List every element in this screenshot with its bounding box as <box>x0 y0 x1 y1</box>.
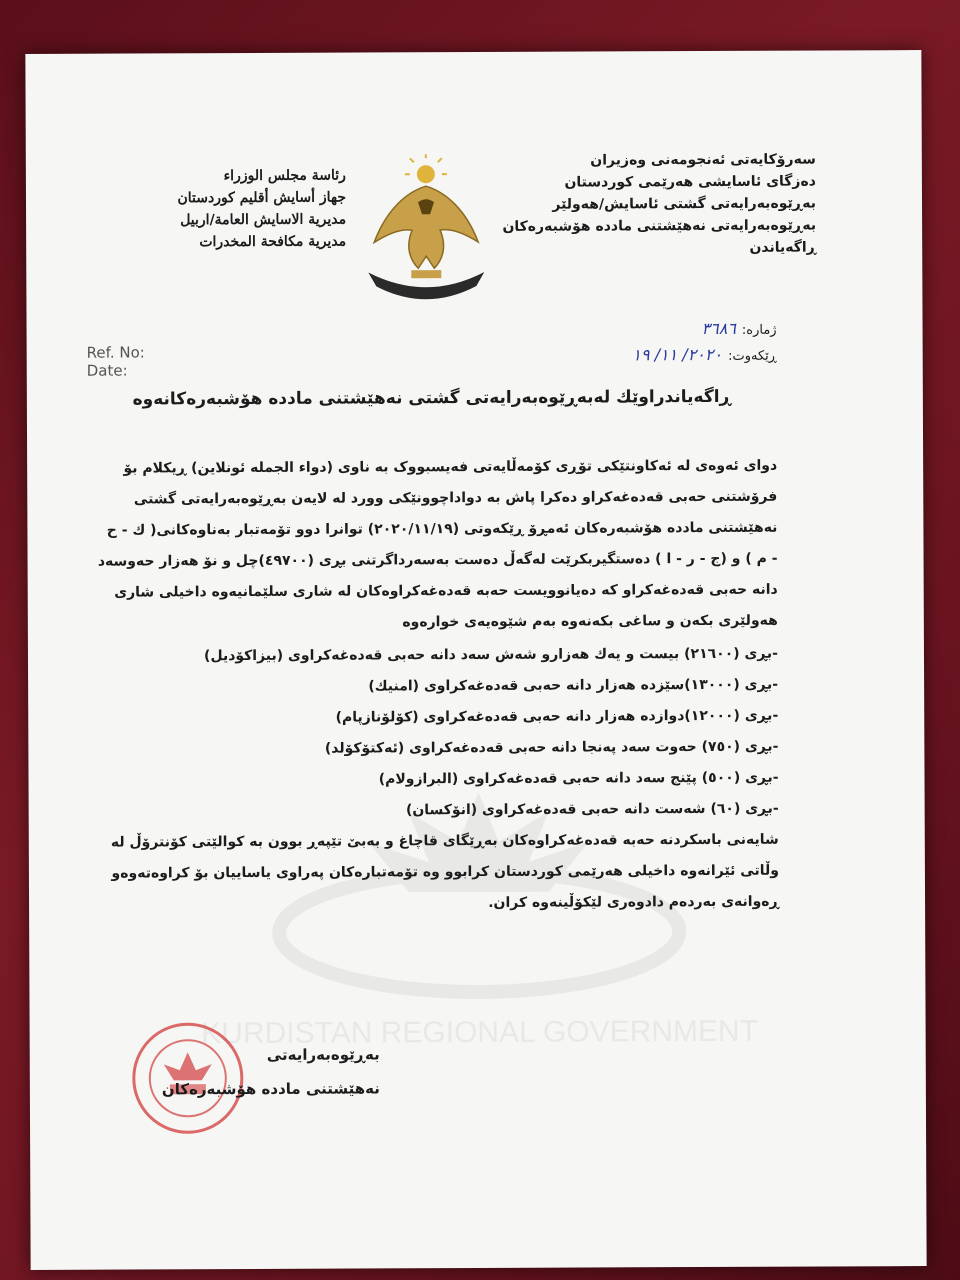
signature-line-2: نەهێشتنی مادده هۆشبەرەکان <box>161 1079 380 1099</box>
header-ku-line-4: بەڕێوەبەرایەتی نەهێشتنی مادده هۆشبەرەکان <box>502 217 817 235</box>
list-item: -بڕی (٦٠) شەست دانە حەبی قەدەغەکراوی (انۆکسان) <box>405 800 779 819</box>
date-value: ٢٠٢٠/ ١١/ ١٩ <box>632 344 723 365</box>
number-label: ژمارە: <box>741 322 777 338</box>
seized-items-list <box>98 639 779 828</box>
date-label: Date: <box>86 361 128 380</box>
document-title: ڕاگەیاندراوێك لەبەڕێوەبەرایەتی گشتی نەهێشتنی مادده هۆشبەرەکانەوە <box>132 386 732 410</box>
header-ar-line-1: رئاسة مجلس الوزراء <box>223 167 346 185</box>
header-arabic <box>86 165 346 254</box>
list-item: -بڕی (٧٥٠) حەوت سەد پەنجا دانە حەبی قەدەغەکراوی (ئەکتۆکۆلد) <box>324 738 779 757</box>
header-ku-line-5: ڕاگەیاندن <box>749 239 817 256</box>
list-item: -بڕی (١٣٠٠٠)سێزدە هەزار دانە حەبی قەدەغەکراوی (امنیك) <box>368 676 779 695</box>
closing-paragraph: شایەنی باسکردنە حەبە قەدەغەکراوەکان بەڕێگای قاچاغ و بەبێ تێپەڕ بوون بە کوالێتی کۆنترۆڵ لە وڵاتی ئێرانەوە داخیلی هەرێمی کوردستان کرابوو وە تۆمەتبارەکان پەراوی یاساییان بۆ کراوەتەوەو ڕەوانەی بەردەم دادوەری لێکۆڵینەوە کران. <box>110 831 780 911</box>
header-kurdish <box>502 149 817 260</box>
document-body <box>97 451 779 921</box>
signature-line-1: بەڕێوەبەرایەتی <box>266 1045 380 1064</box>
number-value: ٣٦٨٦ <box>701 318 736 339</box>
header-ku-line-1: سەرۆکایەتی ئەنجومەنی وەزیران <box>590 151 816 169</box>
watermark-text: KURDISTAN REGIONAL GOVERNMENT <box>201 1014 759 1051</box>
header-ar-line-3: مديرية الاسايش العامة/اربيل <box>180 211 347 229</box>
list-item: -بڕی (٢١٦٠٠) بیست و یەك هەزارو شەش سەد دانە حەبی قەدەغەکراوی (بیزاکۆدیل) <box>203 645 779 665</box>
date-label-ku: ڕێکەوت: <box>728 348 777 364</box>
header-ku-line-3: بەڕێوەبەرایەتی گشتی ئاسایش/هەولێر <box>552 195 817 213</box>
header-ku-line-2: دەزگای ئاسایشی هەرێمی کوردستان <box>564 173 816 191</box>
body-paragraph: دوای ئەوەی لە ئەکاونتێکی تۆڕی کۆمەڵایەتی فەیسبووک بە ناوی (دواء الجملە ئونلاین) ڕیکلام بۆ فرۆشتنی حەبی قەدەغەکراو دەکرا پاش بە دواداچوونێکی وورد لە لایەن بەڕێوەبەرایەتی گشتی نەهێشتنی مادده هۆشبەرەکان ئەمڕۆ ڕێکەوتی (٢٠٢٠/١١/١٩) توانرا دوو تۆمەتبار بەناوەکانی( ك - ح - م ) و (ج - ر - ا ) دەستگیربکرێت لەگەڵ دەست بەسەرداگرتنی بڕی (٤٩٧٠٠)چل و نۆ هەزار حەوسەد دانە حەبی قەدەغەکراو کە دەیانوویست حەبە قەدەغەکراوەکان لە شاری سلێمانیەوە داخیلی شاری هەولێری بکەن و ساغی بکەنەوە بەم شێوەیەی خوارەوە <box>97 457 778 631</box>
ref-block <box>87 343 145 379</box>
reference-number-block <box>587 317 777 370</box>
ref-no-label: Ref. No: <box>86 343 145 362</box>
document-page <box>25 50 926 1270</box>
signature-block <box>120 1037 380 1106</box>
krg-eagle-emblem-icon <box>356 152 497 313</box>
list-item: -بڕی (٥٠٠) پێنج سەد دانە حەبی قەدەغەکراوی (البرازولام) <box>378 769 779 788</box>
list-item: -بڕی (١٢٠٠٠)دوازدە هەزار دانە حەبی قەدەغەکراوی (کۆلۆنازپام) <box>335 707 779 726</box>
header-ar-line-2: جهاز أسايش أقليم كوردستان <box>177 189 347 207</box>
header-ar-line-4: مديرية مكافحة المخدرات <box>199 233 347 251</box>
